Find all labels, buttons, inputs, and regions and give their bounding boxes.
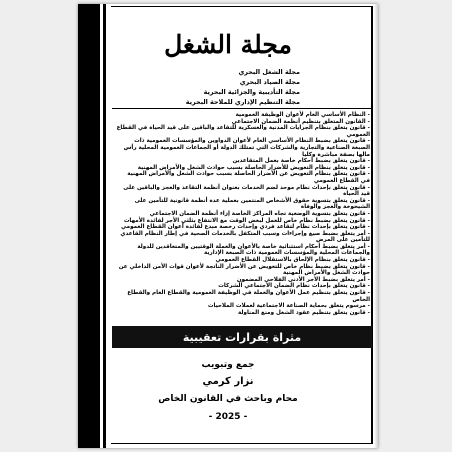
cover-title: مجلة الشغل	[164, 30, 292, 59]
list-item: - قانون يتعلق بضبط نظام خاص للتعويض عن الأضرار الناتجة لأعوان قوات الأمن الداخلي عن حوادث الشغل والأمراض المهنية	[118, 263, 370, 277]
subtitle-4: مجلة التنظيم الإداري للملاحة البحرية	[185, 98, 300, 106]
publication-year: - 2025 -	[208, 412, 248, 422]
list-item: - أمر يتعلق بضبط الأجر الأدنى الفلاحي المضمون	[236, 276, 370, 283]
list-item: - مرسوم يتعلق بحماية الصناعة الاجتماعية لعملات الملاحيات	[207, 303, 370, 310]
list-item: - قانون يتعلق بإحداث نظام موحد لضم الخدمات بعنوان أنظمة التقاعد والعجز والباقين على قيد الحياة	[123, 184, 370, 198]
laws-list	[116, 112, 370, 316]
list-item: - قانون يتعلق بضبط النظام الأساسي العام لأعوان الدواوين والمؤسسات العمومية ذات الصبغة الصناعية والتجارية والشركات التي تمتلك الدولة أو الجماعات العمومية المحلية رأس مالها بصفة مباشرة وكليا	[123, 138, 370, 158]
list-item: - قانون يتعلق بنظام الإلحاق بالاستقلال القطاع العمومي	[215, 257, 370, 264]
list-item: - النظام الأساسي العام لأعوان الوظيفة العمومية	[235, 112, 370, 118]
list-item: - قانون يتعلق بتسوية الوضعية تجاه المراكز الخاصة إزاء أنظمة الضمان الاجتماعي	[149, 210, 370, 217]
subtitle-3: مجلة التأديبية والجزائية البحرية	[203, 88, 300, 96]
banner	[112, 326, 372, 348]
list-item: - قانون يتعلق بنظام التعويض عن الأضرار الحاصلة بسبب حوادث الشغل والأمراض المهنية في القطاع العمومي	[127, 171, 370, 184]
list-item: - قانون يتعلق بضبط أحكام خاصة بعمل المتقاعدين	[232, 158, 370, 165]
list-item: - قانون يتعلق بضبط نظام خاص للعمل لبعض الوقت مع الانتفاع بثلثي الأجر لفائدة الأمهات	[123, 217, 370, 224]
author-name: نزار كرمي	[202, 376, 254, 387]
credit-compiled: جمع وتبويب	[201, 360, 255, 370]
subtitle-2: مجلة الصياد البحري	[239, 78, 300, 86]
list-item: - أمر يتعلق بضبط أحكام استثنائية خاصة بالأعوان والعملة الوقتيين والمتعاقدين للدولة والجماعات المحلية والمؤسسات العمومية ذات الصبغة الإدارية	[137, 243, 370, 257]
list-item: - قانون يتعلق بإحداث نظام الضمان الاجتماعي الشركات	[218, 283, 370, 290]
list-item: - قانون يتعلق بتنظيم عقود الشغل ومنع المناولة	[237, 309, 370, 316]
banner-text: مثراة بقرارات تعقيبية	[182, 330, 302, 344]
list-item: - قانون يتعلق بتسوية حقوق الأشخاص المنتمين بعملية عدة أنظمة قانونية للتأمين على الشيخوخة والعجز والوفاة	[134, 197, 370, 211]
list-item: - قانون يتعلق بتنظيم عمل الأعوان والعملة في الوظيفة العمومية والقطاع العام والقطاع الخاص	[127, 290, 370, 303]
list-item: - قانون يتعلق بنظام الجرايات المدنية والعسكرية للتقاعد والباقين على قيد الحياة في القطاع العمومي	[116, 125, 370, 138]
top-divider	[112, 108, 372, 109]
list-item: - قانون يتعلق بنظام التعويض للأضرار الحاصلة بسبب حوادث الشغل والأمراض المهنية	[137, 164, 370, 171]
list-item: - القانون المتعلق بتنظيم أنظمة الضمان الاجتماعي	[231, 118, 370, 125]
book-cover	[78, 4, 378, 448]
list-item: - قانون يتعلق بإحداث نظام لتقاعد فردي وإحداث رخصة مبدع لفائدة أعوان القطاع العمومي	[120, 224, 370, 231]
subtitle-1: مجلة الشغل البحري	[238, 68, 300, 76]
author-role: محام وباحث في القانون الخاص	[158, 394, 298, 404]
list-item: - أمر يتعلق بضبط صيغ وإجراءات وسبب المتكفل بالخدمات الصحية في إطار النظام القاعدي للتأمين على المرض	[120, 230, 370, 244]
